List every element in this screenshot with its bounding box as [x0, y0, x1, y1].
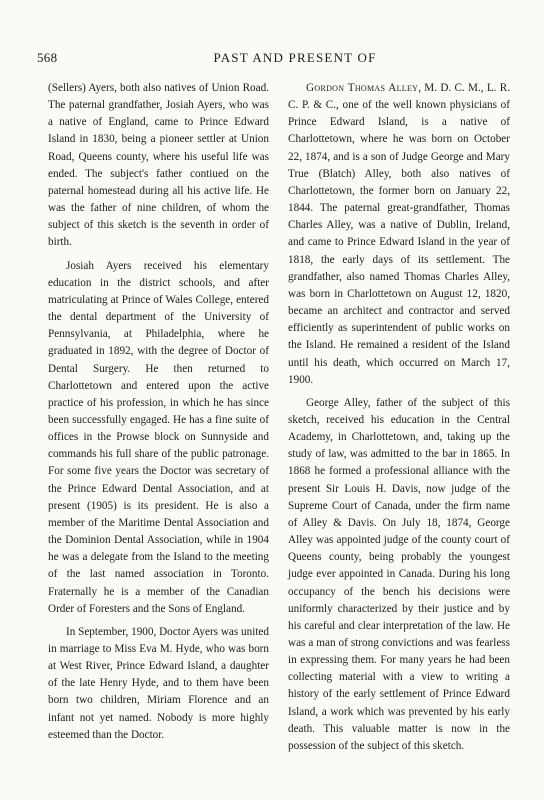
subject-name: Gordon Thomas Alley — [306, 82, 419, 94]
right-column — [288, 80, 510, 755]
page-number: 568 — [37, 50, 58, 65]
page-header — [37, 50, 509, 70]
running-title: PAST AND PRESENT OF — [213, 50, 377, 65]
paragraph-alley-intro — [288, 80, 510, 389]
paragraph-george-alley: George Alley, father of the subject of this sketch, received his education in the Central Academy, in Charlottetown, and, taking up the study of law, was admitted to the bar in 1865. In 1868 he formed a professional alliance with the present Sir Louis H. Davis, now judge of the Supreme Court of Canada, under the firm name of Alley & Davis. On July 18, 1874, George Alley was appointed judge of the county court of Queens county, being probably the youngest judge ever appointed in Canada. During his long occupancy of the bench his decisions were uniformly characterized by their justice and by his careful and clear interpretation of the law. He was a man of strong convictions and was fearless in expressing them. For many years he had been collecting material with a view to writing a history of the early settlement of Prince Edward Island, a work which was prevented by his early death. This valuable matter is now in the possession of the subject of this sketch. — [288, 396, 510, 752]
left-column — [48, 80, 269, 744]
paragraph-ayers-marriage: In September, 1900, Doctor Ayers was united in marriage to Miss Eva M. Hyde, who was born at West River, Prince Edward Island, a daughter of the late Henry Hyde, and to them have been born two children, Miriam Florence and an infant not yet named. Nobody is more highly esteemed than the Doctor. — [48, 625, 269, 741]
paragraph-alley-intro-text: , M. D. C. M., L. R. C. P. & C., one of the well known physicians of Prince Edward Island, is a native of Charlottetown, where he was born on October 22, 1874, and is a son of Judge George and Mary True (Blatch) Alley, both also natives of Charlottetown, the former born on January 22, 1844. The paternal great-grandfather, Thomas Charles Alley, was a native of Dublin, Ireland, and came to Prince Edward Island in the year of 1818, the early days of its settlement. The grandfather, also named Thomas Charles Alley, was born in Charlottetown on August 12, 1820, became an architect and contractor and served efficiently as superintendent of public works on the Island. He remained a resident of the Island until his death, which occurred on March 17, 1900. — [288, 82, 511, 386]
paragraph-ayers-career: Josiah Ayers received his elementary education in the district schools, and after matriculating at Prince of Wales College, entered the dental department of the University of Pennsylvania, at Philadelphia, where he graduated in 1892, with the degree of Doctor of Dental Surgery. He then returned to Charlottetown and entered upon the active practice of his profession, in which he has since been successfully engaged. He has a fine suite of offices in the Prowse block on Sunnyside and commands his full share of the public patronage. For some five years the Doctor was secretary of the Prince Edward Dental Association, and at present (1905) is its president. He is also a member of the Maritime Dental Association and the Dominion Dental Association, while in 1904 he was a delegate from the Island to the meeting of the last named association in Toronto. Fraternally he is a member of the Canadian Order of Foresters and the Sons of England. — [48, 259, 269, 615]
paragraph-ayers-family: (Sellers) Ayers, both also natives of Union Road. The paternal grandfather, Josiah Ayers, who was a native of England, came to Prince Edward Island in 1830, being a pioneer settler at Union Road, Queens county, where his useful life was ended. The subject's father contiued on the paternal homestead during all his active life. He was the father of nine children, of whom the subject of this sketch is the seventh in order of birth. — [48, 82, 269, 249]
